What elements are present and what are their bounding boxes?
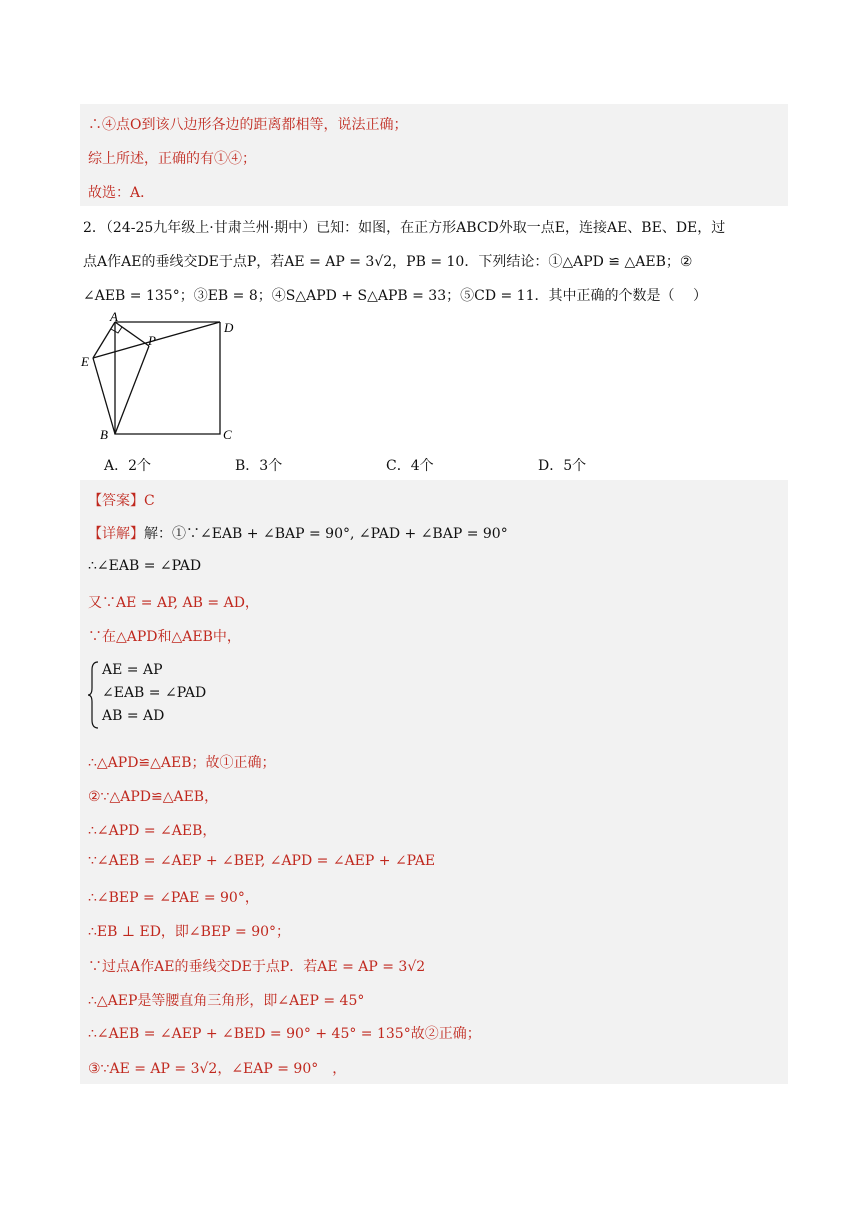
solution-step-8: ∵∠AEB = ∠AEP + ∠BEP, ∠APD = ∠AEP + ∠PAE (88, 853, 436, 869)
square-geometry-figure (78, 312, 248, 442)
solution-step-1 (88, 523, 508, 543)
solution-step-4: ∵在△APD和△AEB中， (88, 629, 241, 645)
label-e: E (81, 354, 89, 369)
prev-solution-line-2: 综上所述，正确的有①④； (88, 151, 256, 167)
square-side-ab-bc-cd (115, 322, 220, 434)
detail-label: 【详解】 (88, 526, 144, 542)
label-b: B (100, 427, 108, 442)
right-angle-mark (111, 327, 122, 333)
label-d: D (224, 320, 234, 335)
solution-step-7: ∴∠APD = ∠AEB， (88, 823, 217, 839)
solution-step-13: ∴∠AEB = ∠AEP + ∠BED = 90° + 45° = 135°故②正确； (88, 1026, 481, 1042)
solution-step-10: ∴EB ⊥ ED，即∠BEP = 90°； (88, 924, 291, 940)
option-a: A．2个 (104, 458, 152, 474)
segment-eb (93, 358, 115, 434)
answer-line (88, 490, 155, 510)
option-c: C．4个 (386, 458, 434, 474)
solution-step-11: ∵过点A作AE的垂线交DE于点P．若AE = AP = 3√2 (88, 959, 426, 975)
equation-system (88, 660, 288, 730)
solution-step-1-text: 解：①∵∠EAB + ∠BAP = 90°, ∠PAD + ∠BAP = 90° (144, 526, 508, 542)
solution-block (80, 480, 788, 1084)
segment-ap (115, 322, 149, 346)
question-line-1: 2．（24-25九年级上·甘肃兰州·期中）已知：如图，在正方形ABCD外取一点E，连接AE、BE、DE，过 (83, 220, 726, 236)
left-brace (88, 660, 100, 730)
solution-step-12: ∴△AEP是等腰直角三角形，即∠AEP = 45° (88, 993, 365, 1009)
solution-step-14: ③∵AE = AP = 3√2，∠EAP = 90° ， (88, 1061, 347, 1077)
answer-value: C (144, 493, 155, 509)
label-c: C (223, 427, 232, 442)
equation-row-1: AE = AP (102, 662, 163, 678)
prev-solution-line-1: ∴④点O到该八边形各边的距离都相等，说法正确； (88, 117, 408, 133)
label-p: P (148, 333, 156, 348)
option-d: D．5个 (538, 458, 587, 474)
prev-solution-line-3: 故选：A． (88, 185, 155, 201)
equation-row-2: ∠EAB = ∠PAD (102, 685, 207, 701)
question-line-2: 点A作AE的垂线交DE于点P，若AE = AP = 3√2，PB = 10．下列结论：①△APD ≌ △AEB；② (83, 254, 693, 270)
solution-step-2: ∴∠EAB = ∠PAD (88, 558, 202, 574)
solution-step-9: ∴∠BEP = ∠PAE = 90°， (88, 890, 259, 906)
equation-row-3: AB = AD (102, 708, 165, 724)
answer-label: 【答案】 (88, 493, 144, 509)
segment-pb (115, 346, 149, 434)
solution-step-5: ∴△APD≌△AEB；故①正确； (88, 755, 276, 771)
previous-solution-block (80, 104, 788, 206)
solution-step-6: ②∵△APD≌△AEB， (88, 789, 219, 805)
solution-step-3: 又∵AE = AP, AB = AD， (88, 595, 259, 611)
option-b: B．3个 (235, 458, 283, 474)
label-a: A (110, 312, 118, 324)
question-line-3: ∠AEB = 135°；③EB = 8；④S△APD + S△APB = 33；⑤CD = 11．其中正确的个数是（ ） (83, 288, 707, 304)
